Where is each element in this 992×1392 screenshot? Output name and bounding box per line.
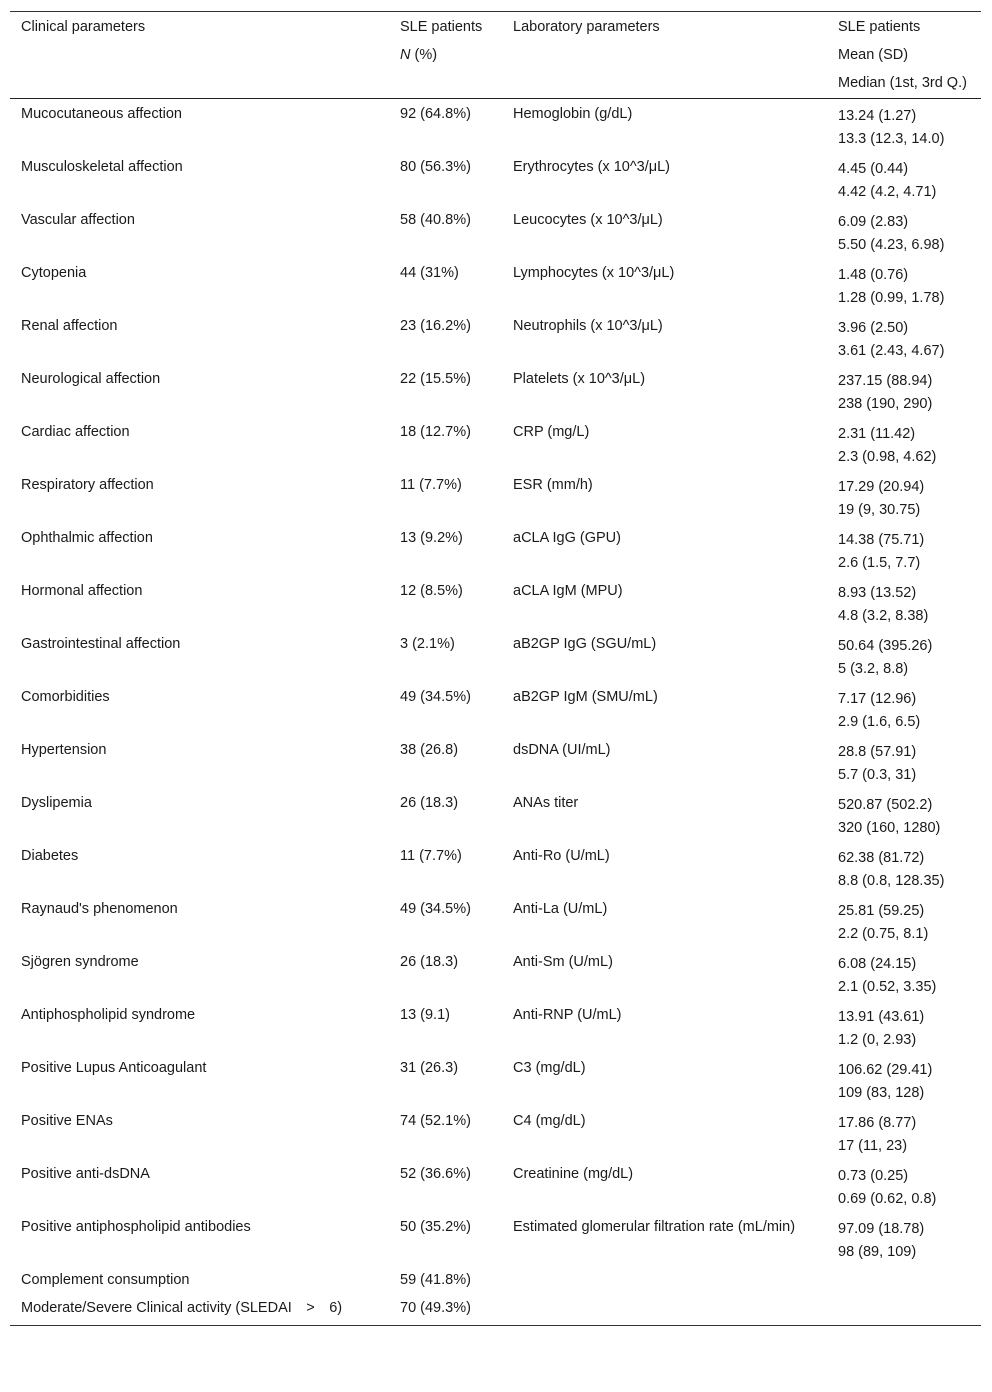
- clinical-parameter: Sjögren syndrome: [21, 954, 139, 970]
- laboratory-parameter: Anti-RNP (U/mL): [513, 1007, 622, 1023]
- laboratory-parameter: Anti-Ro (U/mL): [513, 848, 610, 864]
- clinical-parameter: Neurological affection: [21, 371, 161, 387]
- lab-median-quartiles: 1.2 (0, 2.93): [838, 1032, 917, 1048]
- clinical-count: 3 (2.1%): [400, 636, 455, 652]
- clinical-count: 58 (40.8%): [400, 212, 471, 228]
- lab-mean-sd: 13.24 (1.27): [838, 108, 917, 124]
- clinical-parameter: Raynaud's phenomenon: [21, 901, 178, 917]
- laboratory-values: [827, 1293, 981, 1326]
- lab-mean-sd: 106.62 (29.41): [838, 1062, 933, 1078]
- laboratory-values: [827, 894, 981, 947]
- clinical-count: 13 (9.1): [400, 1007, 450, 1023]
- clinical-count: 59 (41.8%): [400, 1272, 471, 1288]
- clinical-count: 12 (8.5%): [400, 583, 463, 599]
- clinical-parameter: Comorbidities: [21, 689, 110, 705]
- laboratory-values: [827, 417, 981, 470]
- lab-median-quartiles: 238 (190, 290): [838, 396, 933, 412]
- lab-mean-sd: 13.91 (43.61): [838, 1009, 925, 1025]
- laboratory-parameter: CRP (mg/L): [513, 424, 590, 440]
- clinical-parameter: Antiphospholipid syndrome: [21, 1007, 196, 1023]
- laboratory-parameter: aB2GP IgG (SGU/mL): [513, 636, 657, 652]
- laboratory-parameter: aCLA IgG (GPU): [513, 530, 621, 546]
- table-row: [10, 152, 981, 205]
- table-row: [10, 1293, 981, 1326]
- lab-median-quartiles: 3.61 (2.43, 4.67): [838, 343, 945, 359]
- header-laboratory-parameters: Laboratory parameters: [502, 12, 827, 41]
- table-row: [10, 523, 981, 576]
- clinical-count: 49 (34.5%): [400, 901, 471, 917]
- laboratory-parameter: Leucocytes (x 10^3/μL): [513, 212, 663, 228]
- lab-mean-sd: 237.15 (88.94): [838, 373, 933, 389]
- table-row: [10, 682, 981, 735]
- clinical-count: 50 (35.2%): [400, 1219, 471, 1235]
- lab-median-quartiles: 1.28 (0.99, 1.78): [838, 290, 945, 306]
- laboratory-values: [827, 205, 981, 258]
- header-sle-patients-n: SLE patients: [389, 12, 502, 41]
- clinical-count: 49 (34.5%): [400, 689, 471, 705]
- lab-mean-sd: 0.73 (0.25): [838, 1168, 909, 1184]
- sle-parameters-table: [10, 11, 981, 1326]
- lab-median-quartiles: 5.50 (4.23, 6.98): [838, 237, 945, 253]
- clinical-count: 80 (56.3%): [400, 159, 471, 175]
- table-row: [10, 788, 981, 841]
- laboratory-values: [827, 470, 981, 523]
- lab-mean-sd: 3.96 (2.50): [838, 320, 909, 336]
- clinical-parameter: Dyslipemia: [21, 795, 92, 811]
- laboratory-values: [827, 682, 981, 735]
- clinical-count: 92 (64.8%): [400, 106, 471, 122]
- clinical-parameter: Diabetes: [21, 848, 79, 864]
- lab-mean-sd: 50.64 (395.26): [838, 638, 933, 654]
- table-row: [10, 258, 981, 311]
- clinical-count: 11 (7.7%): [400, 477, 462, 493]
- lab-median-quartiles: 4.8 (3.2, 8.38): [838, 608, 929, 624]
- clinical-parameter: Hypertension: [21, 742, 107, 758]
- lab-mean-sd: 17.29 (20.94): [838, 479, 925, 495]
- lab-mean-sd: 4.45 (0.44): [838, 161, 909, 177]
- laboratory-values: [827, 311, 981, 364]
- table-row: [10, 470, 981, 523]
- lab-median-quartiles: 2.2 (0.75, 8.1): [838, 926, 929, 942]
- table-row: [10, 841, 981, 894]
- laboratory-values: [827, 152, 981, 205]
- laboratory-parameter: [502, 1293, 827, 1326]
- laboratory-parameter: Anti-Sm (U/mL): [513, 954, 613, 970]
- clinical-count: 23 (16.2%): [400, 318, 471, 334]
- laboratory-values: [827, 1159, 981, 1212]
- lab-mean-sd: 520.87 (502.2): [838, 797, 933, 813]
- table-row: [10, 1265, 981, 1293]
- table-body: [10, 99, 981, 1326]
- lab-median-quartiles: 0.69 (0.62, 0.8): [838, 1191, 937, 1207]
- clinical-parameter: Mucocutaneous affection: [21, 106, 182, 122]
- lab-median-quartiles: 98 (89, 109): [838, 1244, 917, 1260]
- table-row: [10, 947, 981, 1000]
- clinical-parameter: Complement consumption: [21, 1272, 190, 1288]
- lab-mean-sd: 7.17 (12.96): [838, 691, 917, 707]
- table-row: [10, 629, 981, 682]
- laboratory-parameter: Lymphocytes (x 10^3/μL): [513, 265, 675, 281]
- clinical-count: 70 (49.3%): [389, 1293, 502, 1326]
- laboratory-values: [827, 576, 981, 629]
- header-mean-sd: Mean (SD): [838, 47, 909, 63]
- laboratory-parameter: ANAs titer: [513, 795, 579, 811]
- clinical-count: 31 (26.3): [400, 1060, 459, 1076]
- table-row: [10, 99, 981, 153]
- laboratory-parameter: aB2GP IgM (SMU/mL): [513, 689, 658, 705]
- table-row: [10, 1212, 981, 1265]
- lab-median-quartiles: 5 (3.2, 8.8): [838, 661, 909, 677]
- clinical-count: 26 (18.3): [400, 954, 459, 970]
- clinical-parameter: Cardiac affection: [21, 424, 130, 440]
- clinical-count: 44 (31%): [400, 265, 459, 281]
- laboratory-values: [827, 735, 981, 788]
- lab-mean-sd: 62.38 (81.72): [838, 850, 925, 866]
- lab-mean-sd: 6.08 (24.15): [838, 956, 917, 972]
- header-sle-patients-lab: SLE patients: [827, 12, 981, 41]
- lab-mean-sd: 25.81 (59.25): [838, 903, 925, 919]
- lab-mean-sd: 97.09 (18.78): [838, 1221, 925, 1237]
- lab-median-quartiles: 5.7 (0.3, 31): [838, 767, 917, 783]
- laboratory-parameter: dsDNA (UI/mL): [513, 742, 611, 758]
- clinical-count: 74 (52.1%): [400, 1113, 471, 1129]
- clinical-parameter: Respiratory affection: [21, 477, 154, 493]
- clinical-parameter: Cytopenia: [21, 265, 87, 281]
- clinical-parameter: Positive anti-dsDNA: [21, 1166, 150, 1182]
- lab-median-quartiles: 4.42 (4.2, 4.71): [838, 184, 937, 200]
- laboratory-parameter: [502, 1265, 827, 1293]
- table-header: [10, 12, 981, 99]
- laboratory-values: [827, 364, 981, 417]
- table-row: [10, 894, 981, 947]
- lab-median-quartiles: 8.8 (0.8, 128.35): [838, 873, 945, 889]
- laboratory-values: [827, 1000, 981, 1053]
- table-row: [10, 1106, 981, 1159]
- lab-median-quartiles: 320 (160, 1280): [838, 820, 941, 836]
- table-row: [10, 364, 981, 417]
- clinical-parameter: Musculoskeletal affection: [21, 159, 183, 175]
- laboratory-parameter: Hemoglobin (g/dL): [513, 106, 633, 122]
- lab-mean-sd: 8.93 (13.52): [838, 585, 917, 601]
- laboratory-parameter: C3 (mg/dL): [513, 1060, 586, 1076]
- laboratory-parameter: ESR (mm/h): [513, 477, 593, 493]
- table-row: [10, 417, 981, 470]
- lab-median-quartiles: 19 (9, 30.75): [838, 502, 921, 518]
- table-row: [10, 576, 981, 629]
- header-clinical-parameters: Clinical parameters: [10, 12, 389, 41]
- laboratory-values: [827, 99, 981, 153]
- laboratory-parameter: Neutrophils (x 10^3/μL): [513, 318, 663, 334]
- lab-median-quartiles: 2.6 (1.5, 7.7): [838, 555, 921, 571]
- table-row: [10, 1000, 981, 1053]
- lab-mean-sd: 14.38 (75.71): [838, 532, 925, 548]
- laboratory-values: [827, 1265, 981, 1293]
- laboratory-parameter: Platelets (x 10^3/μL): [513, 371, 646, 387]
- clinical-count: 38 (26.8): [400, 742, 459, 758]
- laboratory-parameter: Creatinine (mg/dL): [513, 1166, 634, 1182]
- clinical-parameter: Renal affection: [21, 318, 118, 334]
- clinical-count: 22 (15.5%): [400, 371, 471, 387]
- laboratory-parameter: C4 (mg/dL): [513, 1113, 586, 1129]
- table-row: [10, 1053, 981, 1106]
- clinical-parameter: Vascular affection: [21, 212, 135, 228]
- lab-median-quartiles: 13.3 (12.3, 14.0): [838, 131, 945, 147]
- clinical-count: 11 (7.7%): [400, 848, 462, 864]
- laboratory-values: [827, 1212, 981, 1265]
- laboratory-values: [827, 788, 981, 841]
- clinical-count: 26 (18.3): [400, 795, 459, 811]
- clinical-parameter: Hormonal affection: [21, 583, 143, 599]
- clinical-parameter: Moderate/Severe Clinical activity (SLEDAI > 6): [10, 1293, 389, 1326]
- lab-median-quartiles: 2.9 (1.6, 6.5): [838, 714, 921, 730]
- laboratory-values: [827, 1053, 981, 1106]
- clinical-parameter: Positive Lupus Anticoagulant: [21, 1060, 207, 1076]
- table-row: [10, 1159, 981, 1212]
- table-row: [10, 735, 981, 788]
- clinical-count: 18 (12.7%): [400, 424, 471, 440]
- header-n-percent: N (%): [400, 47, 438, 63]
- clinical-count: 13 (9.2%): [400, 530, 463, 546]
- lab-mean-sd: 1.48 (0.76): [838, 267, 909, 283]
- clinical-parameter: Positive ENAs: [21, 1113, 113, 1129]
- laboratory-values: [827, 258, 981, 311]
- lab-median-quartiles: 2.3 (0.98, 4.62): [838, 449, 937, 465]
- clinical-count: 52 (36.6%): [400, 1166, 471, 1182]
- laboratory-parameter: aCLA IgM (MPU): [513, 583, 623, 599]
- table-row: [10, 205, 981, 258]
- lab-median-quartiles: 17 (11, 23): [838, 1138, 908, 1154]
- laboratory-values: [827, 947, 981, 1000]
- laboratory-values: [827, 841, 981, 894]
- laboratory-values: [827, 523, 981, 576]
- clinical-parameter: Positive antiphospholipid antibodies: [21, 1219, 251, 1235]
- lab-mean-sd: 2.31 (11.42): [838, 426, 916, 442]
- lab-median-quartiles: 2.1 (0.52, 3.35): [838, 979, 937, 995]
- lab-mean-sd: 17.86 (8.77): [838, 1115, 917, 1131]
- laboratory-parameter: Estimated glomerular filtration rate (mL/min): [513, 1219, 796, 1235]
- laboratory-values: [827, 629, 981, 682]
- laboratory-values: [827, 1106, 981, 1159]
- lab-mean-sd: 6.09 (2.83): [838, 214, 909, 230]
- lab-mean-sd: 28.8 (57.91): [838, 744, 917, 760]
- laboratory-parameter: Erythrocytes (x 10^3/μL): [513, 159, 670, 175]
- laboratory-parameter: Anti-La (U/mL): [513, 901, 608, 917]
- table-row: [10, 311, 981, 364]
- header-median-quartiles: Median (1st, 3rd Q.): [827, 68, 981, 99]
- clinical-parameter: Gastrointestinal affection: [21, 636, 181, 652]
- clinical-parameter: Ophthalmic affection: [21, 530, 153, 546]
- lab-median-quartiles: 109 (83, 128): [838, 1085, 925, 1101]
